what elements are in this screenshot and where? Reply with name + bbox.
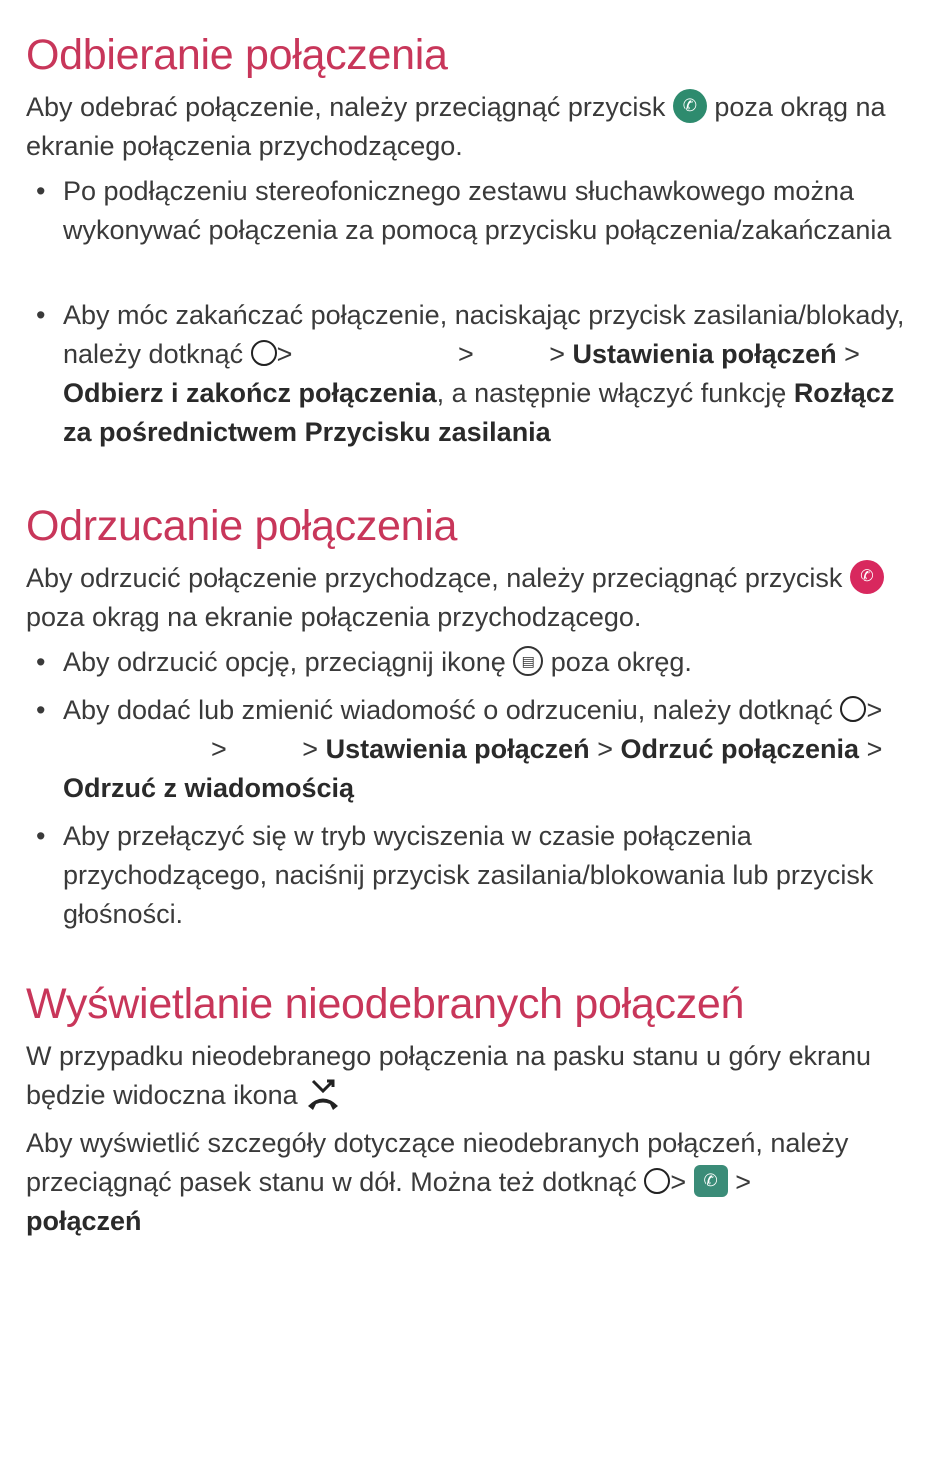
section-title: Odrzucanie połączenia [26,502,458,550]
section-missed-calls [26,979,926,1241]
phone-app-icon: ✆ [694,1165,728,1197]
home-circle-icon [644,1168,670,1194]
home-circle-icon [251,340,277,366]
paragraph: W przypadku nieodebranego połączenia na pasku stanu u góry ekranu będzie widoczna ikona [26,1041,872,1110]
message-icon: ▤ [513,646,543,676]
call-accept-icon: ✆ [673,89,707,123]
home-circle-icon [840,696,866,722]
list-item: • Aby móc zakańczać połączenie, naciskając przycisk zasilania/blokady, należy dotknąć > > > Ustawienia połączeń > Odbierz i zakończ połączenia, a następnie włączyć funkcję Rozłącz za pośrednictwem Przycisku zasilania [36,300,905,447]
list-item: • Aby odrzucić opcję, przeciągnij ikonę ▤ poza okręg. [36,647,692,677]
list-item: • Aby dodać lub zmienić wiadomość o odrzuceniu, należy dotknąć > > > Ustawienia połączeń > Odrzuć połączenia > Odrzuć z wiadomością [36,695,883,803]
missed-call-icon [305,1077,341,1111]
list-item: • Aby przełączyć się w tryb wyciszenia w czasie połączenia przychodzącego, naciśnij przycisk zasilania/blokowania lub przycisk głośności. [36,821,874,929]
paragraph: Aby wyświetlić szczegóły dotyczące nieodebranych połączeń, należy przeciągnąć pasek stanu w dół. Można też dotknąć > ✆ > połączeń [26,1128,849,1236]
list-item: • Po podłączeniu stereofonicznego zestawu słuchawkowego można wykonywać połączenia za pomocą przycisku połączenia/zakańczania [36,176,892,245]
section-answer-call [26,30,926,452]
intro-paragraph: Aby odrzucić połączenie przychodzące, należy przeciągnąć przycisk ✆ poza okrąg na ekranie połączenia przychodzącego. [26,559,926,637]
section-reject-call [26,501,926,934]
section-title: Odbieranie połączenia [26,31,448,79]
call-reject-icon: ✆ [850,560,884,594]
section-title: Wyświetlanie nieodebranych połączeń [26,980,745,1028]
intro-paragraph: Aby odebrać połączenie, należy przeciągnąć przycisk ✆ poza okrąg na ekranie połączenia przychodzącego. [26,88,926,166]
